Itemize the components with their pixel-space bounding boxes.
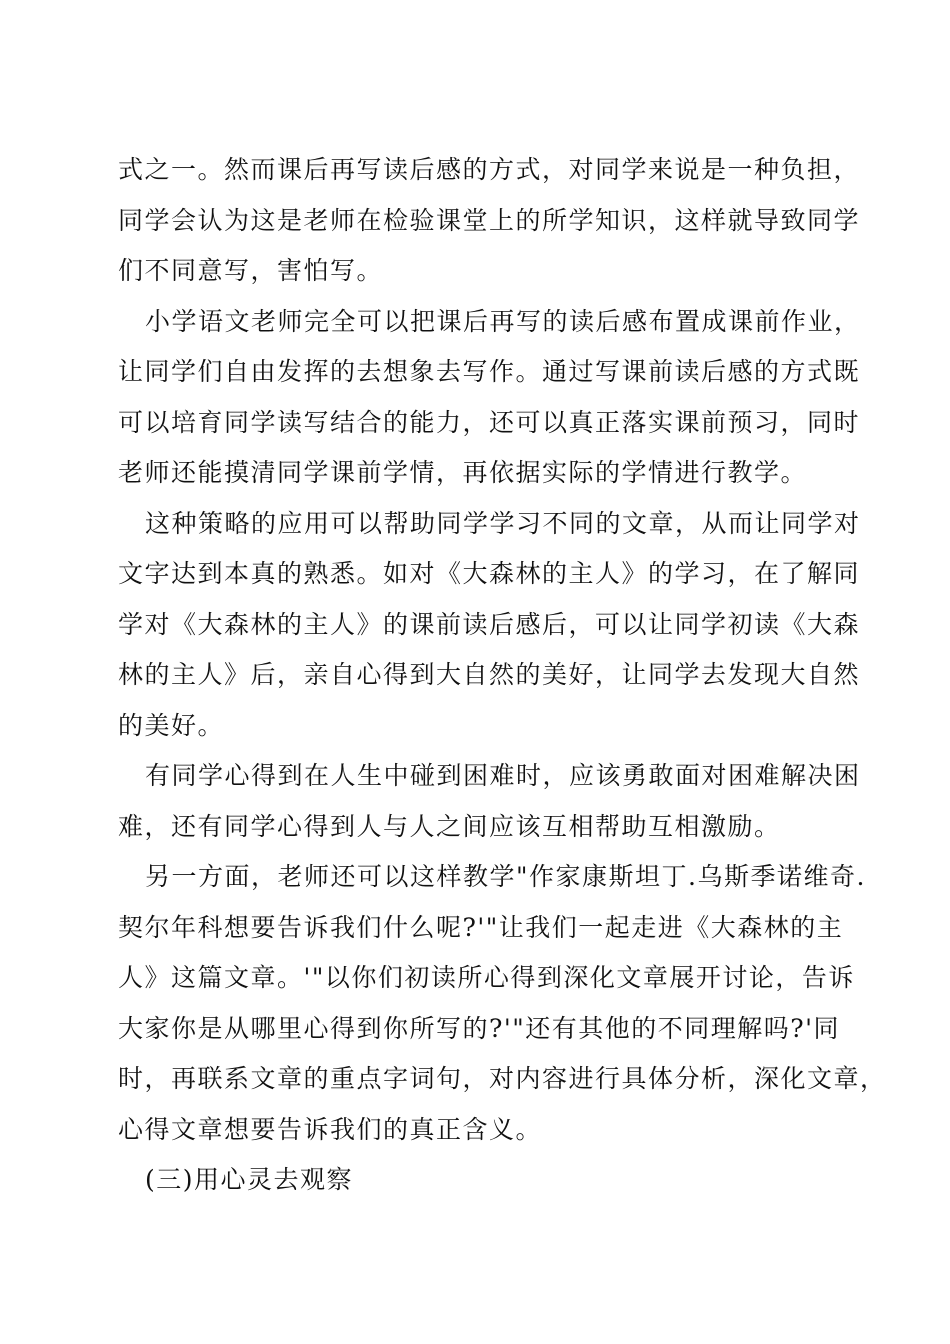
text-line: 心得文章想要告诉我们的真正含义。 bbox=[118, 1114, 543, 1144]
section-heading: (三)用心灵去观察 bbox=[145, 1165, 354, 1194]
text-line: 人》这篇文章。'"以你们初读所心得到深化文章展开讨论，告诉 bbox=[118, 963, 855, 992]
text-line: 同学会认为这是老师在检验课堂上的所学知识，这样就导致同学 bbox=[118, 205, 861, 235]
text-line: 的美好。 bbox=[118, 710, 225, 740]
text-line: 契尔年科想要告诉我们什么呢?'"让我们一起走进《大森林的主 bbox=[118, 912, 844, 942]
paragraph-first-line: 小学语文老师完全可以把课后再写的读后感布置成课前作业， bbox=[145, 306, 861, 336]
text-line: 大家你是从哪里心得到你所写的?'"还有其他的不同理解吗?'同 bbox=[118, 1013, 841, 1043]
text-line: 老师还能摸清同学课前学情，再依据实际的学情进行教学。 bbox=[118, 458, 808, 487]
paragraph-first-line: 另一方面，老师还可以这样教学"作家康斯坦丁.乌斯季诺维奇. bbox=[145, 862, 866, 891]
text-line: 林的主人》后，亲自心得到大自然的美好，让同学去发现大自然 bbox=[118, 660, 861, 689]
paragraph-first-line: 这种策略的应用可以帮助同学学习不同的文章，从而让同学对 bbox=[145, 508, 861, 538]
text-line: 让同学们自由发挥的去想象去写作。通过写课前读后感的方式既 bbox=[118, 357, 861, 386]
text-line: 们不同意写，害怕写。 bbox=[118, 256, 384, 285]
paragraph-first-line: 有同学心得到在人生中碰到困难时，应该勇敢面对困难解决困 bbox=[145, 761, 861, 790]
text-line: 可以培育同学读写结合的能力，还可以真正落实课前预习，同时 bbox=[118, 407, 861, 437]
text-line: 学对《大森林的主人》的课前读后感后，可以让同学初读《大森 bbox=[118, 609, 861, 639]
text-line: 难，还有同学心得到人与人之间应该互相帮助互相激励。 bbox=[118, 811, 781, 841]
text-line: 式之一。然而课后再写读后感的方式，对同学来说是一种负担， bbox=[118, 155, 861, 184]
body-text bbox=[118, 145, 887, 1206]
text-line: 时，再联系文章的重点字词句，对内容进行具体分析，深化文章， bbox=[118, 1064, 887, 1093]
text-line: 文字达到本真的熟悉。如对《大森林的主人》的学习，在了解同 bbox=[118, 559, 861, 588]
